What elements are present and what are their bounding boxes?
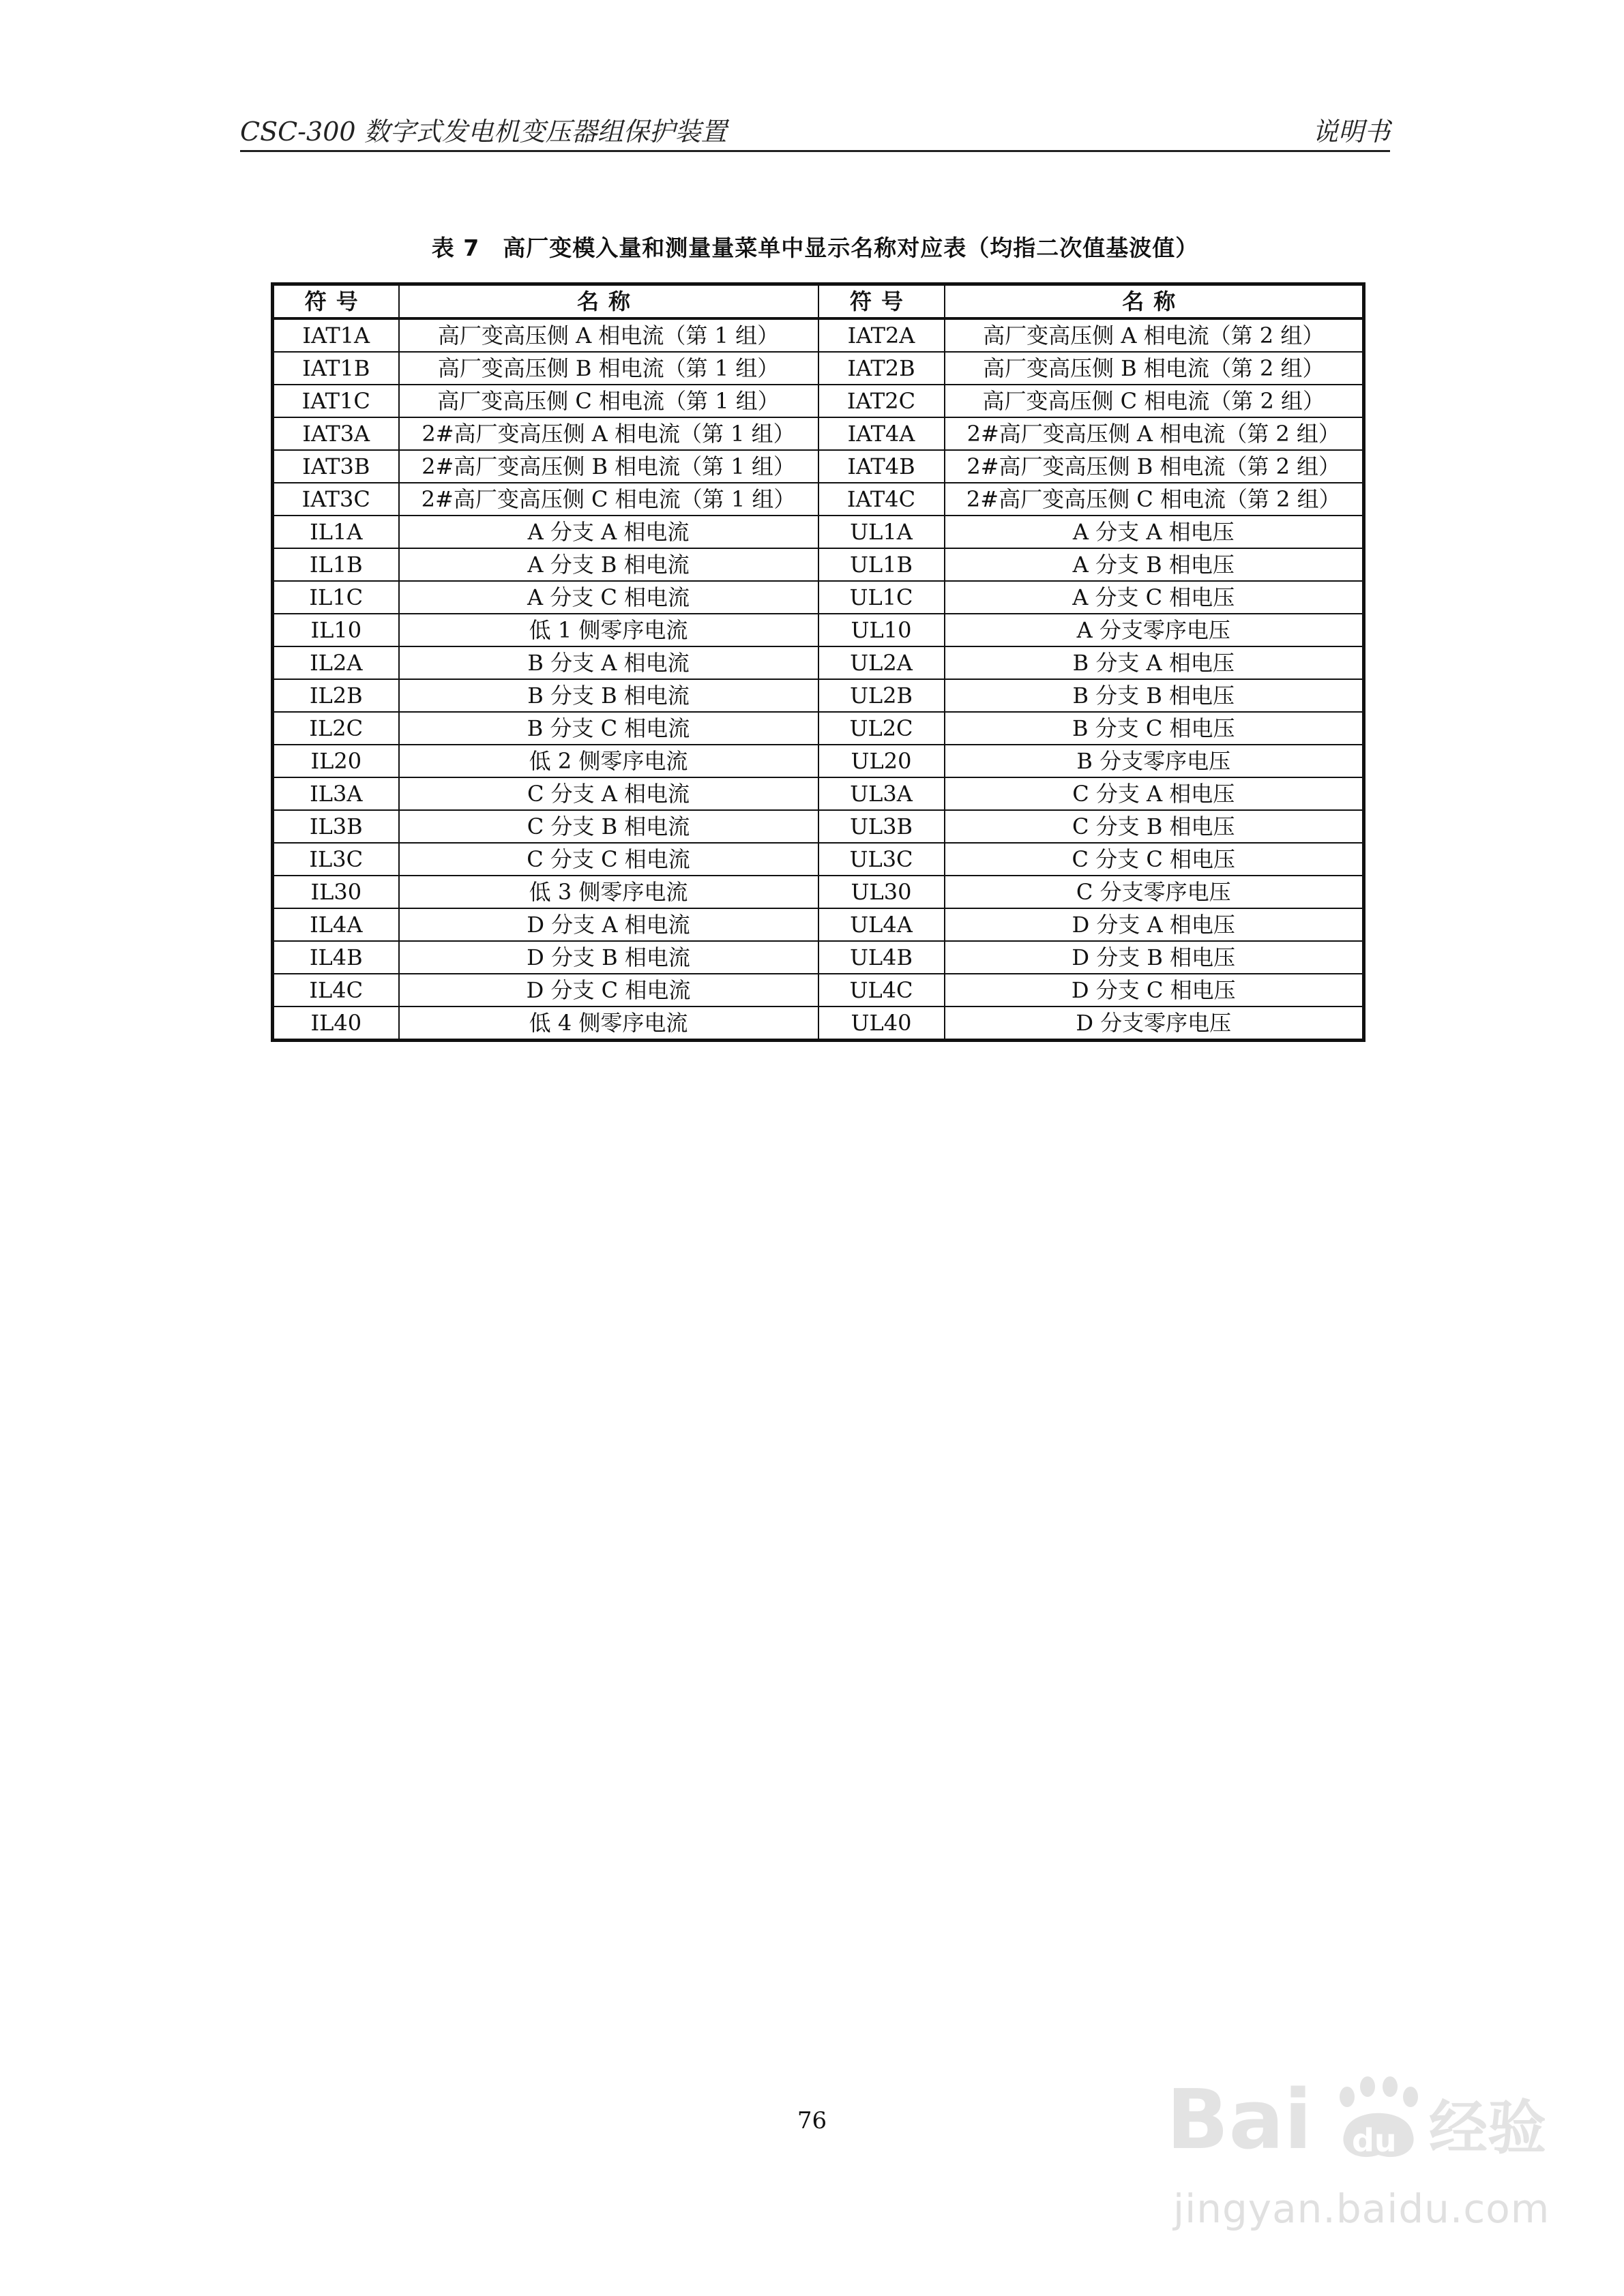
table-row	[273, 614, 1364, 646]
symbol-cell: UL2C	[818, 712, 945, 745]
symbol-cell: UL2A	[818, 646, 945, 679]
name-cell: 2#高厂变高压侧 C 相电流（第 1 组）	[399, 483, 818, 516]
table-row	[273, 941, 1364, 974]
watermark-url: jingyan.baidu.com	[1173, 2186, 1550, 2232]
symbol-cell: IL2C	[273, 712, 399, 745]
table-container	[271, 282, 1362, 1042]
name-cell: C 分支 A 相电压	[945, 777, 1364, 810]
svg-text:经验: 经验	[1429, 2094, 1546, 2162]
table-row	[273, 352, 1364, 385]
symbol-cell: IL1C	[273, 581, 399, 614]
name-cell: 高厂变高压侧 C 相电流（第 2 组）	[945, 385, 1364, 417]
table-row	[273, 581, 1364, 614]
table-caption: 表 7 高厂变模入量和测量量菜单中显示名称对应表（均指二次值基波值）	[431, 235, 1199, 261]
page-header	[240, 102, 1390, 152]
table-row	[273, 318, 1364, 352]
table-row	[273, 810, 1364, 843]
symbol-cell: IL4B	[273, 941, 399, 974]
name-cell: B 分支 B 相电流	[399, 679, 818, 712]
table-row	[273, 417, 1364, 450]
name-cell: C 分支 C 相电流	[399, 843, 818, 876]
symbol-cell: UL20	[818, 745, 945, 777]
table-row	[273, 1007, 1364, 1041]
name-cell: D 分支零序电压	[945, 1007, 1364, 1041]
symbol-cell: IL2B	[273, 679, 399, 712]
symbol-cell: UL1A	[818, 516, 945, 548]
name-cell: B 分支零序电压	[945, 745, 1364, 777]
name-cell: B 分支 C 相电流	[399, 712, 818, 745]
symbol-cell: IL1A	[273, 516, 399, 548]
document-title: CSC-300 数字式发电机变压器组保护装置	[240, 117, 727, 147]
name-cell: 高厂变高压侧 A 相电流（第 2 组）	[945, 318, 1364, 352]
table-row	[273, 483, 1364, 516]
symbol-cell: UL1B	[818, 548, 945, 581]
symbol-cell: IL10	[273, 614, 399, 646]
symbol-cell: IL4A	[273, 908, 399, 941]
name-cell: D 分支 A 相电流	[399, 908, 818, 941]
symbol-cell: IL20	[273, 745, 399, 777]
symbol-cell: IAT4A	[818, 417, 945, 450]
symbol-cell: IL3C	[273, 843, 399, 876]
name-cell: C 分支 C 相电压	[945, 843, 1364, 876]
symbol-cell: UL10	[818, 614, 945, 646]
name-cell: C 分支零序电压	[945, 876, 1364, 908]
table-row	[273, 843, 1364, 876]
symbol-cell: UL2B	[818, 679, 945, 712]
table-row	[273, 646, 1364, 679]
symbol-cell: UL3C	[818, 843, 945, 876]
symbol-cell: UL4C	[818, 974, 945, 1007]
name-cell: A 分支 B 相电流	[399, 548, 818, 581]
table-row	[273, 712, 1364, 745]
svg-text:du: du	[1352, 2122, 1397, 2159]
name-cell: 低 4 侧零序电流	[399, 1007, 818, 1041]
symbol-cell: IAT2B	[818, 352, 945, 385]
header-name: 名称	[399, 284, 818, 319]
name-cell: 高厂变高压侧 C 相电流（第 1 组）	[399, 385, 818, 417]
symbol-cell: UL40	[818, 1007, 945, 1041]
name-cell: 低 2 侧零序电流	[399, 745, 818, 777]
symbol-cell: UL4A	[818, 908, 945, 941]
table-row	[273, 450, 1364, 483]
symbol-cell: IAT1A	[273, 318, 399, 352]
document-type: 说明书	[1312, 117, 1390, 147]
symbol-cell: UL30	[818, 876, 945, 908]
symbol-cell: IAT1C	[273, 385, 399, 417]
name-cell: B 分支 B 相电压	[945, 679, 1364, 712]
name-cell: A 分支 A 相电流	[399, 516, 818, 548]
baidu-logo-icon	[1166, 2066, 1548, 2175]
name-cell: 低 3 侧零序电流	[399, 876, 818, 908]
symbol-cell: IAT2C	[818, 385, 945, 417]
table-row	[273, 974, 1364, 1007]
name-cell: 低 1 侧零序电流	[399, 614, 818, 646]
symbol-cell: IAT4B	[818, 450, 945, 483]
page-number: 76	[797, 2107, 827, 2134]
symbol-cell: IL40	[273, 1007, 399, 1041]
symbol-cell: IAT2A	[818, 318, 945, 352]
symbol-cell: IL30	[273, 876, 399, 908]
name-cell: B 分支 A 相电流	[399, 646, 818, 679]
name-cell: D 分支 A 相电压	[945, 908, 1364, 941]
symbol-cell: IAT1B	[273, 352, 399, 385]
name-cell: A 分支 C 相电压	[945, 581, 1364, 614]
header-symbol: 符号	[818, 284, 945, 319]
name-cell: C 分支 B 相电压	[945, 810, 1364, 843]
symbol-cell: UL4B	[818, 941, 945, 974]
name-mapping-table	[271, 282, 1365, 1042]
header-name: 名称	[945, 284, 1364, 319]
symbol-cell: IL2A	[273, 646, 399, 679]
table-row	[273, 745, 1364, 777]
symbol-cell: IL1B	[273, 548, 399, 581]
name-cell: 2#高厂变高压侧 B 相电流（第 1 组）	[399, 450, 818, 483]
svg-text:Bai: Bai	[1166, 2073, 1312, 2168]
name-cell: A 分支零序电压	[945, 614, 1364, 646]
name-cell: D 分支 C 相电流	[399, 974, 818, 1007]
name-cell: C 分支 A 相电流	[399, 777, 818, 810]
symbol-cell: UL3B	[818, 810, 945, 843]
symbol-cell: IL4C	[273, 974, 399, 1007]
name-cell: 2#高厂变高压侧 C 相电流（第 2 组）	[945, 483, 1364, 516]
table-row	[273, 516, 1364, 548]
table-row	[273, 876, 1364, 908]
name-cell: B 分支 C 相电压	[945, 712, 1364, 745]
name-cell: 高厂变高压侧 B 相电流（第 1 组）	[399, 352, 818, 385]
symbol-cell: IAT3B	[273, 450, 399, 483]
symbol-cell: IL3B	[273, 810, 399, 843]
name-cell: 2#高厂变高压侧 A 相电流（第 2 组）	[945, 417, 1364, 450]
symbol-cell: IAT4C	[818, 483, 945, 516]
table-row	[273, 777, 1364, 810]
name-cell: C 分支 B 相电流	[399, 810, 818, 843]
name-cell: D 分支 C 相电压	[945, 974, 1364, 1007]
name-cell: 高厂变高压侧 A 相电流（第 1 组）	[399, 318, 818, 352]
symbol-cell: IAT3A	[273, 417, 399, 450]
symbol-cell: UL1C	[818, 581, 945, 614]
name-cell: A 分支 C 相电流	[399, 581, 818, 614]
name-cell: 高厂变高压侧 B 相电流（第 2 组）	[945, 352, 1364, 385]
name-cell: 2#高厂变高压侧 A 相电流（第 1 组）	[399, 417, 818, 450]
table-row	[273, 548, 1364, 581]
name-cell: A 分支 A 相电压	[945, 516, 1364, 548]
symbol-cell: UL3A	[818, 777, 945, 810]
name-cell: D 分支 B 相电流	[399, 941, 818, 974]
table-row	[273, 908, 1364, 941]
header-symbol: 符号	[273, 284, 399, 319]
name-cell: 2#高厂变高压侧 B 相电流（第 2 组）	[945, 450, 1364, 483]
table-row	[273, 679, 1364, 712]
symbol-cell: IL3A	[273, 777, 399, 810]
name-cell: A 分支 B 相电压	[945, 548, 1364, 581]
table-header-row	[273, 284, 1364, 319]
name-cell: B 分支 A 相电压	[945, 646, 1364, 679]
table-row	[273, 385, 1364, 417]
name-cell: D 分支 B 相电压	[945, 941, 1364, 974]
baidu-jingyan-watermark	[1125, 2059, 1562, 2243]
symbol-cell: IAT3C	[273, 483, 399, 516]
